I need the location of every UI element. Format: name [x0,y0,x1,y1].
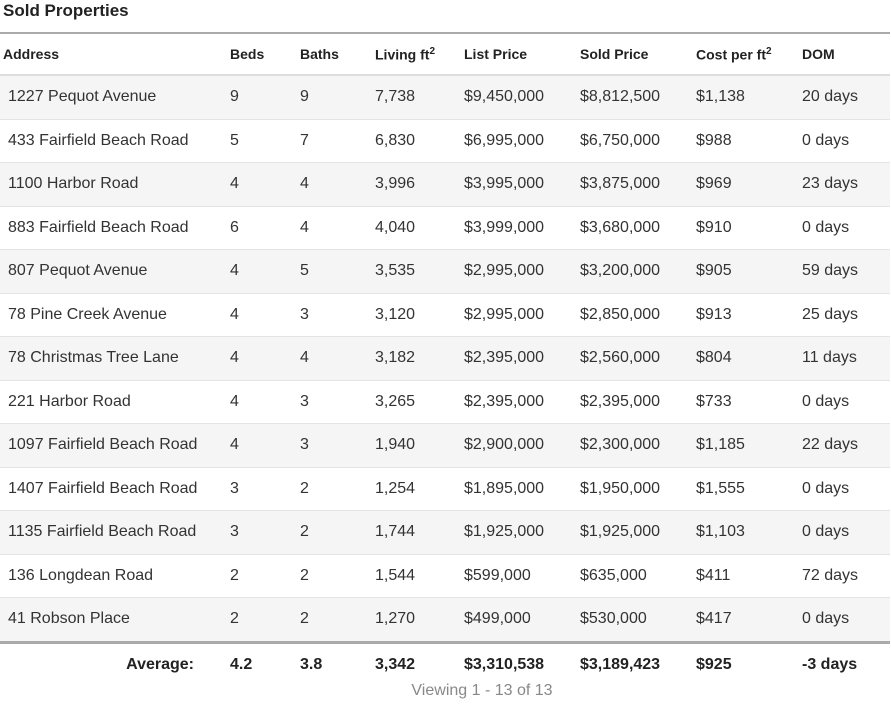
table-cell: 2 [300,554,375,598]
column-header-label: Beds [230,46,265,62]
table-row [0,163,890,207]
table-cell: $2,995,000 [464,250,580,294]
column-header-label: Living ft [375,46,430,63]
table-cell: $9,450,000 [464,75,580,119]
average-cell: 3.8 [300,642,375,686]
table-cell: $2,560,000 [580,337,696,381]
table-row [0,206,890,250]
table-cell: 1100 Harbor Road [0,163,230,207]
table-row [0,75,890,119]
table-cell: $804 [696,337,802,381]
table-cell: 433 Fairfield Beach Road [0,119,230,163]
table-cell: 3,996 [375,163,464,207]
table-cell: 2 [300,467,375,511]
average-cell: $3,189,423 [580,642,696,686]
table-cell: $1,555 [696,467,802,511]
table-row [0,119,890,163]
table-cell: 2 [300,598,375,643]
table-cell: $1,185 [696,424,802,468]
table-cell: 1,254 [375,467,464,511]
table-row [0,554,890,598]
table-cell: $2,395,000 [464,380,580,424]
sold-properties-table [0,32,890,686]
table-cell: 3,182 [375,337,464,381]
table-row [0,424,890,468]
table-cell: $969 [696,163,802,207]
table-cell: 3 [300,293,375,337]
table-cell: $905 [696,250,802,294]
table-cell: 4,040 [375,206,464,250]
table-cell: $499,000 [464,598,580,643]
page-title: Sold Properties [3,1,129,20]
table-cell: 78 Pine Creek Avenue [0,293,230,337]
table-cell: 1097 Fairfield Beach Road [0,424,230,468]
table-cell: 22 days [802,424,890,468]
table-cell: $417 [696,598,802,643]
table-cell: 3,535 [375,250,464,294]
average-row [0,642,890,686]
pagination-status: Viewing 1 - 13 of 13 [411,682,553,699]
table-cell: 5 [300,250,375,294]
table-cell: 3 [230,511,300,555]
table-cell: 4 [230,380,300,424]
table-cell: 0 days [802,380,890,424]
table-cell: 4 [230,337,300,381]
table-cell: $3,200,000 [580,250,696,294]
table-cell: $3,999,000 [464,206,580,250]
table-cell: 4 [230,424,300,468]
table-cell: $2,395,000 [464,337,580,381]
table-cell: 0 days [802,511,890,555]
table-cell: $2,900,000 [464,424,580,468]
column-header [802,33,890,75]
table-cell: 3 [300,380,375,424]
header-row [0,33,890,75]
table-cell: 59 days [802,250,890,294]
table-cell: 0 days [802,598,890,643]
table-row [0,250,890,294]
table-cell: 4 [230,163,300,207]
table-cell: $530,000 [580,598,696,643]
average-cell: $925 [696,642,802,686]
table-cell: 9 [300,75,375,119]
table-cell: $1,138 [696,75,802,119]
table-cell: 883 Fairfield Beach Road [0,206,230,250]
table-cell: $1,925,000 [580,511,696,555]
column-header [464,33,580,75]
table-row [0,467,890,511]
table-cell: 2 [300,511,375,555]
table-cell: 7,738 [375,75,464,119]
column-header-label: Cost per ft [696,46,766,63]
table-cell: $913 [696,293,802,337]
average-cell: -3 days [802,642,890,686]
table-cell: 4 [230,250,300,294]
table-cell: $1,895,000 [464,467,580,511]
table-cell: 807 Pequot Avenue [0,250,230,294]
average-cell: 4.2 [230,642,300,686]
table-cell: 1227 Pequot Avenue [0,75,230,119]
table-cell: 23 days [802,163,890,207]
table-cell: 136 Longdean Road [0,554,230,598]
table-cell: 1,544 [375,554,464,598]
average-label: Average: [0,642,230,686]
table-cell: $3,680,000 [580,206,696,250]
table-cell: 4 [300,206,375,250]
table-cell: 78 Christmas Tree Lane [0,337,230,381]
column-header [0,33,230,75]
column-header-label: DOM [802,46,835,62]
column-header-label: Address [3,46,60,62]
table-cell: 1,270 [375,598,464,643]
column-header [230,33,300,75]
table-cell: $910 [696,206,802,250]
table-cell: $2,395,000 [580,380,696,424]
table-cell: $1,950,000 [580,467,696,511]
table-cell: $8,812,500 [580,75,696,119]
table-cell: 3 [300,424,375,468]
table-cell: $988 [696,119,802,163]
column-header [696,33,802,75]
table-cell: $2,300,000 [580,424,696,468]
table-cell: $411 [696,554,802,598]
superscript: 2 [766,45,772,57]
table-cell: $3,875,000 [580,163,696,207]
table-cell: 25 days [802,293,890,337]
table-cell: 3 [230,467,300,511]
table-cell: 11 days [802,337,890,381]
table-cell: 4 [300,163,375,207]
table-cell: 4 [230,293,300,337]
table-cell: 6 [230,206,300,250]
table-cell: 6,830 [375,119,464,163]
table-cell: 3,120 [375,293,464,337]
table-cell: 20 days [802,75,890,119]
table-cell: 2 [230,554,300,598]
column-header [580,33,696,75]
table-cell: 1,744 [375,511,464,555]
table-cell: 4 [300,337,375,381]
column-header-label: Sold Price [580,46,649,62]
column-header-label: Baths [300,46,339,62]
table-cell: 9 [230,75,300,119]
column-header [375,33,464,75]
table-cell: 0 days [802,206,890,250]
table-cell: 41 Robson Place [0,598,230,643]
table-cell: 2 [230,598,300,643]
table-cell: 0 days [802,119,890,163]
table-cell: 1,940 [375,424,464,468]
table-cell: 1407 Fairfield Beach Road [0,467,230,511]
table-cell: $733 [696,380,802,424]
table-row [0,380,890,424]
table-cell: $2,850,000 [580,293,696,337]
table-row [0,337,890,381]
table-cell: 72 days [802,554,890,598]
average-cell: $3,310,538 [464,642,580,686]
table-row [0,293,890,337]
table-cell: $3,995,000 [464,163,580,207]
table-cell: $599,000 [464,554,580,598]
column-header [300,33,375,75]
superscript: 2 [429,45,435,57]
table-cell: 0 days [802,467,890,511]
table-cell: $1,103 [696,511,802,555]
average-cell: 3,342 [375,642,464,686]
table-cell: 3,265 [375,380,464,424]
table-cell: 221 Harbor Road [0,380,230,424]
table-cell: $1,925,000 [464,511,580,555]
table-cell: 7 [300,119,375,163]
table-cell: 5 [230,119,300,163]
table-row [0,511,890,555]
table-cell: $6,750,000 [580,119,696,163]
column-header-label: List Price [464,46,528,62]
table-cell: $2,995,000 [464,293,580,337]
table-row [0,598,890,643]
table-cell: $635,000 [580,554,696,598]
table-cell: $6,995,000 [464,119,580,163]
table-cell: 1135 Fairfield Beach Road [0,511,230,555]
